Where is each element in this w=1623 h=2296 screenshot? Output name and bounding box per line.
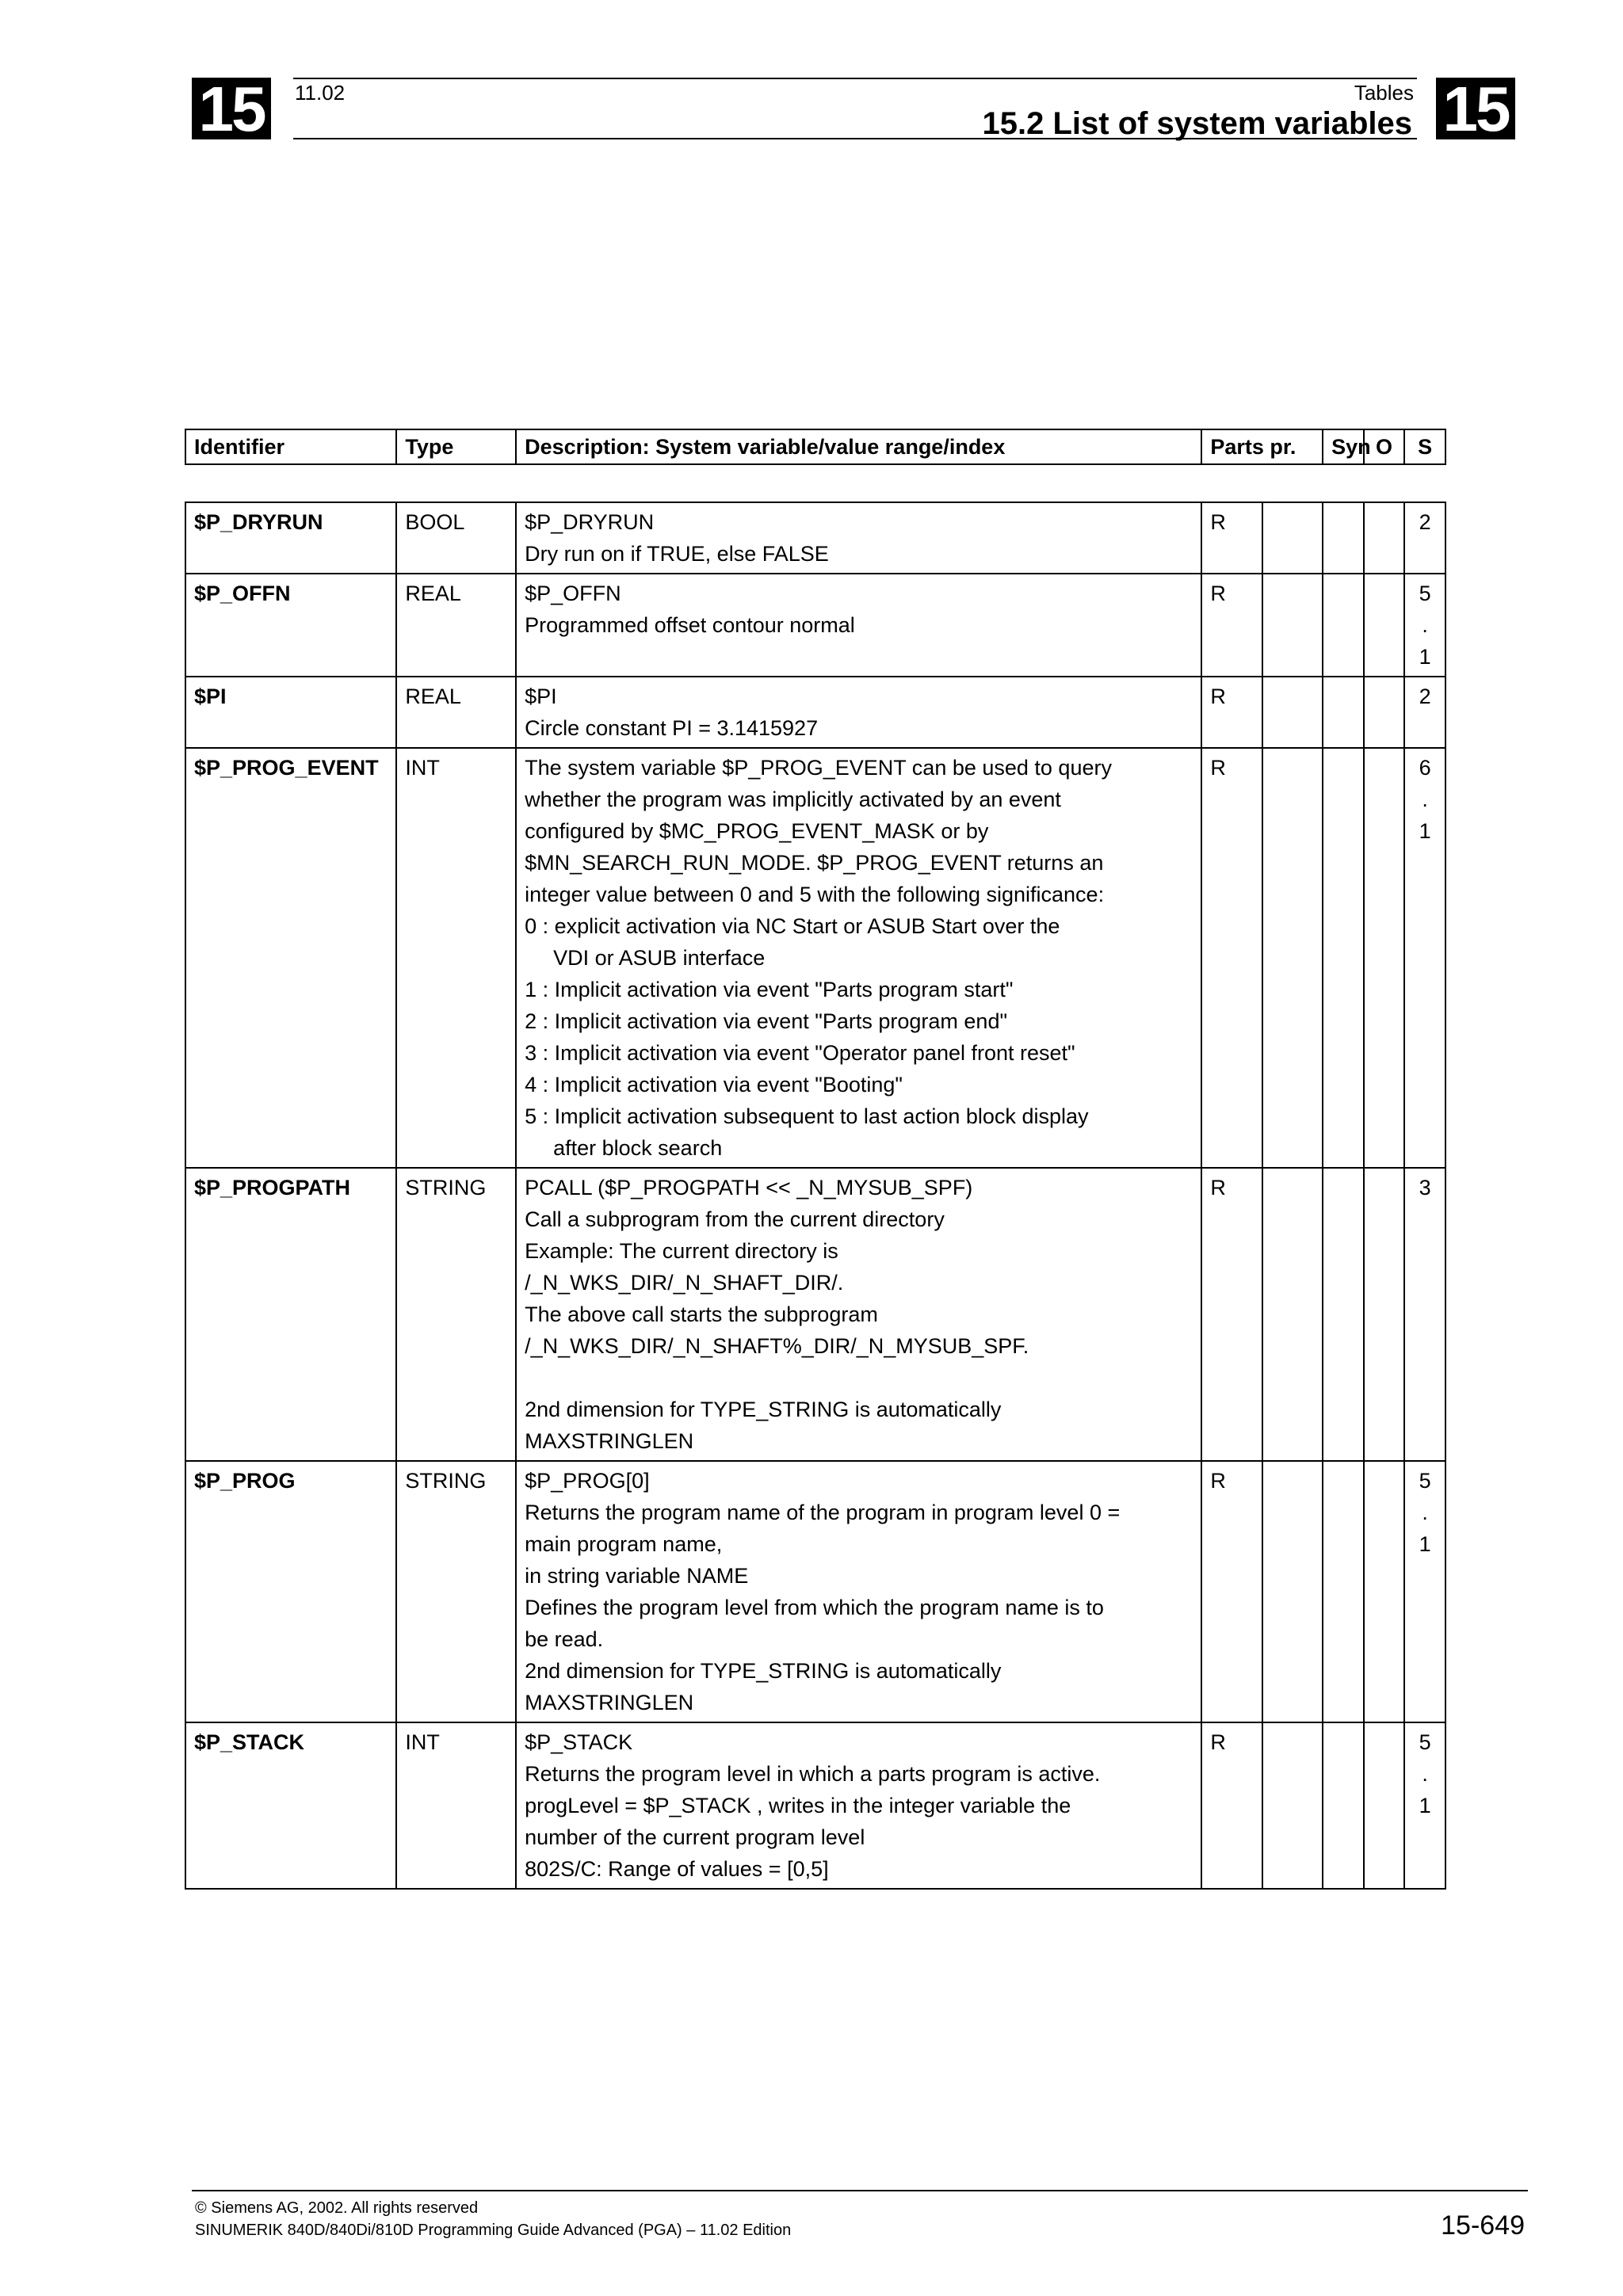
page-number: 15-649 bbox=[1441, 2210, 1525, 2241]
header-chapter-title: Tables bbox=[1354, 81, 1414, 105]
s-value: . bbox=[1422, 1501, 1428, 1524]
s-value: 2 bbox=[1419, 510, 1431, 534]
description-line: be read. bbox=[525, 1627, 604, 1651]
description-cell bbox=[516, 1461, 1201, 1722]
syn-cell bbox=[1323, 677, 1364, 748]
description-cell bbox=[516, 502, 1201, 574]
parts-pr-cell: R bbox=[1201, 502, 1262, 574]
table-header bbox=[185, 429, 1446, 465]
type-cell: REAL bbox=[396, 574, 516, 677]
identifier-cell: $P_PROG bbox=[185, 1461, 396, 1722]
parts-pr-cell: R bbox=[1201, 1722, 1262, 1889]
syn-cell bbox=[1323, 1722, 1364, 1889]
header-o: O bbox=[1364, 429, 1405, 464]
s-value: 3 bbox=[1419, 1176, 1431, 1199]
parts-pr-extra-cell bbox=[1262, 502, 1323, 574]
description-cell bbox=[516, 677, 1201, 748]
description-line: 2nd dimension for TYPE_STRING is automatically bbox=[525, 1659, 1002, 1683]
parts-pr-extra-cell bbox=[1262, 677, 1323, 748]
description-line: $P_OFFN bbox=[525, 582, 621, 605]
description-line: configured by $MC_PROG_EVENT_MASK or by bbox=[525, 819, 989, 843]
syn-cell bbox=[1323, 1461, 1364, 1722]
parts-pr-extra-cell bbox=[1262, 574, 1323, 677]
description-line: The above call starts the subprogram bbox=[525, 1302, 878, 1326]
type-cell: INT bbox=[396, 748, 516, 1168]
description-line: /_N_WKS_DIR/_N_SHAFT_DIR/. bbox=[525, 1271, 844, 1295]
description-line: progLevel = $P_STACK , writes in the integer variable the bbox=[525, 1794, 1071, 1817]
s-value: 6 bbox=[1419, 756, 1431, 780]
header-rule-bottom bbox=[293, 138, 1417, 139]
s-cell bbox=[1404, 1461, 1445, 1722]
s-cell bbox=[1404, 677, 1445, 748]
description-line: whether the program was implicitly activated by an event bbox=[525, 788, 1061, 811]
footer-copyright: © Siemens AG, 2002. All rights reserved bbox=[195, 2199, 479, 2217]
s-value: . bbox=[1422, 1762, 1428, 1786]
footer-document-title: SINUMERIK 840D/840Di/810D Programming Guide Advanced (PGA) – 11.02 Edition bbox=[195, 2222, 792, 2239]
header-type: Type bbox=[396, 429, 516, 464]
identifier-cell: $P_PROG_EVENT bbox=[185, 748, 396, 1168]
syn-cell bbox=[1323, 1168, 1364, 1461]
s-value: 1 bbox=[1419, 1532, 1431, 1556]
header-description: Description: System variable/value range/index bbox=[516, 429, 1201, 464]
parts-pr-cell: R bbox=[1201, 1461, 1262, 1722]
system-variables-table bbox=[185, 502, 1446, 1890]
description-line: main program name, bbox=[525, 1532, 723, 1556]
o-cell bbox=[1364, 748, 1405, 1168]
s-value: 1 bbox=[1419, 819, 1431, 843]
o-cell bbox=[1364, 502, 1405, 574]
description-line: in string variable NAME bbox=[525, 1564, 749, 1588]
header-syn: Syn bbox=[1323, 429, 1364, 464]
description-cell bbox=[516, 574, 1201, 677]
type-cell: STRING bbox=[396, 1168, 516, 1461]
parts-pr-extra-cell bbox=[1262, 748, 1323, 1168]
description-cell bbox=[516, 1168, 1201, 1461]
description-line: The system variable $P_PROG_EVENT can be used to query bbox=[525, 756, 1112, 780]
table-row bbox=[185, 1461, 1445, 1722]
o-cell bbox=[1364, 1461, 1405, 1722]
description-line: after block search bbox=[553, 1136, 723, 1160]
description-line: 1 : Implicit activation via event "Parts program start" bbox=[525, 978, 1014, 1001]
header-rule-top bbox=[293, 78, 1417, 79]
description-line: Circle constant PI = 3.1415927 bbox=[525, 716, 819, 740]
description-line: 4 : Implicit activation via event "Booting" bbox=[525, 1073, 903, 1097]
description-cell bbox=[516, 748, 1201, 1168]
table-row bbox=[185, 1722, 1445, 1889]
table-row bbox=[185, 574, 1445, 677]
o-cell bbox=[1364, 677, 1405, 748]
type-cell: STRING bbox=[396, 1461, 516, 1722]
identifier-cell: $P_PROGPATH bbox=[185, 1168, 396, 1461]
parts-pr-cell: R bbox=[1201, 1168, 1262, 1461]
description-line: 0 : explicit activation via NC Start or ASUB Start over the bbox=[525, 914, 1060, 938]
description-line: 5 : Implicit activation subsequent to last action block display bbox=[525, 1104, 1089, 1128]
header-section-title: 15.2 List of system variables bbox=[982, 106, 1412, 141]
s-cell bbox=[1404, 502, 1445, 574]
parts-pr-cell: R bbox=[1201, 677, 1262, 748]
description-line: number of the current program level bbox=[525, 1825, 865, 1849]
description-line: Dry run on if TRUE, else FALSE bbox=[525, 542, 829, 566]
type-cell: REAL bbox=[396, 677, 516, 748]
s-value: 5 bbox=[1419, 1730, 1431, 1754]
identifier-cell: $PI bbox=[185, 677, 396, 748]
description-line: VDI or ASUB interface bbox=[553, 946, 766, 970]
chapter-badge-right: 15 bbox=[1436, 78, 1515, 139]
description-cell bbox=[516, 1722, 1201, 1889]
description-line: $P_DRYRUN bbox=[525, 510, 655, 534]
description-line bbox=[525, 1362, 1193, 1394]
description-line: Defines the program level from which the program name is to bbox=[525, 1596, 1104, 1619]
chapter-badge-left: 15 bbox=[192, 78, 271, 139]
syn-cell bbox=[1323, 574, 1364, 677]
syn-cell bbox=[1323, 502, 1364, 574]
s-value: 5 bbox=[1419, 1469, 1431, 1493]
parts-pr-cell: R bbox=[1201, 574, 1262, 677]
syn-cell bbox=[1323, 748, 1364, 1168]
parts-pr-extra-cell bbox=[1262, 1168, 1323, 1461]
s-cell bbox=[1404, 574, 1445, 677]
s-cell bbox=[1404, 1722, 1445, 1889]
description-line: 2 : Implicit activation via event "Parts program end" bbox=[525, 1009, 1008, 1033]
o-cell bbox=[1364, 1168, 1405, 1461]
identifier-cell: $P_OFFN bbox=[185, 574, 396, 677]
table-row bbox=[185, 1168, 1445, 1461]
s-value: 1 bbox=[1419, 645, 1431, 669]
header-s: S bbox=[1404, 429, 1445, 464]
o-cell bbox=[1364, 574, 1405, 677]
description-line: 2nd dimension for TYPE_STRING is automatically bbox=[525, 1398, 1002, 1421]
s-value: . bbox=[1422, 788, 1428, 811]
identifier-cell: $P_STACK bbox=[185, 1722, 396, 1889]
s-value: . bbox=[1422, 613, 1428, 637]
o-cell bbox=[1364, 1722, 1405, 1889]
description-line: MAXSTRINGLEN bbox=[525, 1691, 694, 1714]
description-line: /_N_WKS_DIR/_N_SHAFT%_DIR/_N_MYSUB_SPF. bbox=[525, 1334, 1029, 1358]
table-row bbox=[185, 502, 1445, 574]
s-value: 2 bbox=[1419, 685, 1431, 708]
description-line: $P_STACK bbox=[525, 1730, 633, 1754]
description-line: $MN_SEARCH_RUN_MODE. $P_PROG_EVENT returns an bbox=[525, 851, 1104, 875]
footer-rule bbox=[192, 2190, 1528, 2191]
description-line: Returns the program name of the program in program level 0 = bbox=[525, 1501, 1121, 1524]
description-line: integer value between 0 and 5 with the following significance: bbox=[525, 883, 1105, 906]
s-cell bbox=[1404, 1168, 1445, 1461]
description-line: Call a subprogram from the current directory bbox=[525, 1207, 945, 1231]
s-value: 5 bbox=[1419, 582, 1431, 605]
description-line: Returns the program level in which a parts program is active. bbox=[525, 1762, 1101, 1786]
description-line: PCALL ($P_PROGPATH << _N_MYSUB_SPF) bbox=[525, 1176, 973, 1199]
description-line: $PI bbox=[525, 685, 557, 708]
description-line: 802S/C: Range of values = [0,5] bbox=[525, 1857, 829, 1881]
header-identifier: Identifier bbox=[185, 429, 396, 464]
header-date: 11.02 bbox=[295, 81, 346, 105]
type-cell: INT bbox=[396, 1722, 516, 1889]
table-row bbox=[185, 748, 1445, 1168]
identifier-cell: $P_DRYRUN bbox=[185, 502, 396, 574]
s-value: 1 bbox=[1419, 1794, 1431, 1817]
parts-pr-cell: R bbox=[1201, 748, 1262, 1168]
parts-pr-extra-cell bbox=[1262, 1461, 1323, 1722]
parts-pr-extra-cell bbox=[1262, 1722, 1323, 1889]
header-parts-pr: Parts pr. bbox=[1201, 429, 1323, 464]
description-line: 3 : Implicit activation via event "Operator panel front reset" bbox=[525, 1041, 1075, 1065]
s-cell bbox=[1404, 748, 1445, 1168]
description-line: MAXSTRINGLEN bbox=[525, 1429, 694, 1453]
description-line: $P_PROG[0] bbox=[525, 1469, 650, 1493]
description-line: Programmed offset contour normal bbox=[525, 613, 855, 637]
table-row bbox=[185, 677, 1445, 748]
description-line: Example: The current directory is bbox=[525, 1239, 838, 1263]
type-cell: BOOL bbox=[396, 502, 516, 574]
